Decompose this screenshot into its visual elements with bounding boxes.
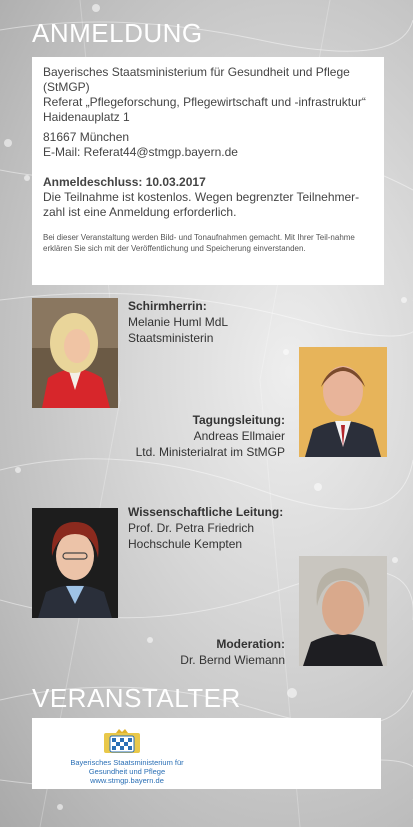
registration-card: [32, 57, 384, 285]
recording-notice: Bei dieser Veranstaltung werden Bild- und Tonaufnahmen gemacht. Mit Ihrer Teil-nahme erklären Sie sich mit der Veröffentlichung und Speicherung einverstanden.: [43, 233, 355, 253]
logo-url-link[interactable]: www.stmgp.bayern.de: [90, 776, 164, 785]
bavarian-coat-of-arms-icon: [102, 728, 142, 754]
person-name: Andreas Ellmaier: [193, 429, 285, 443]
person-schirmherrin: [128, 298, 228, 346]
organizer-logo-box: [32, 718, 381, 789]
person-role: Moderation:: [216, 637, 285, 651]
participation-text: Die Teilnahme ist kostenlos. Wegen begrenzter Teilnehmer-zahl ist eine Anmeldung erforderlich.: [43, 190, 360, 219]
logo-line: Bayerisches Staatsministerium für: [70, 758, 184, 767]
address-line: Referat „Pflegeforschung, Pflegewirtschaft und -infrastruktur“: [43, 95, 366, 109]
portrait-photo-huml: [32, 298, 118, 408]
logo-line: Gesundheit und Pflege: [88, 767, 166, 776]
portrait-photo-wiemann: [299, 556, 387, 666]
organizer-logo-text: [32, 758, 222, 785]
address-block: [43, 65, 374, 125]
person-wissenschaftliche-leitung: [128, 504, 283, 552]
person-title: Hochschule Kempten: [128, 537, 243, 551]
portrait-photo-friedrich: [32, 508, 118, 618]
person-role: Tagungsleitung:: [192, 413, 285, 427]
veranstalter-heading: VERANSTALTER: [32, 683, 241, 713]
anmeldung-heading: ANMELDUNG: [32, 18, 203, 48]
email-link[interactable]: E-Mail: Referat44@stmgp.bayern.de: [43, 145, 238, 159]
deadline-text: Anmeldeschluss: 10.03.2017: [43, 175, 206, 189]
city-line: 81667 München: [43, 130, 130, 144]
address-line: Haidenauplatz 1: [43, 110, 130, 124]
address-line: Bayerisches Staatsministerium für Gesundheit und Pflege (StMGP): [43, 65, 350, 94]
person-tagungsleitung: [136, 412, 285, 460]
person-name: Prof. Dr. Petra Friedrich: [128, 521, 255, 535]
portrait-photo-ellmaier: [299, 347, 387, 457]
person-title: Staatsministerin: [128, 331, 214, 345]
person-role: Schirmherrin:: [128, 299, 207, 313]
person-name: Melanie Huml MdL: [128, 315, 229, 329]
person-moderation: [180, 636, 285, 668]
person-title: Ltd. Ministerialrat im StMGP: [135, 445, 285, 459]
person-name: Dr. Bernd Wiemann: [180, 653, 285, 667]
person-role: Wissenschaftliche Leitung:: [128, 505, 284, 519]
